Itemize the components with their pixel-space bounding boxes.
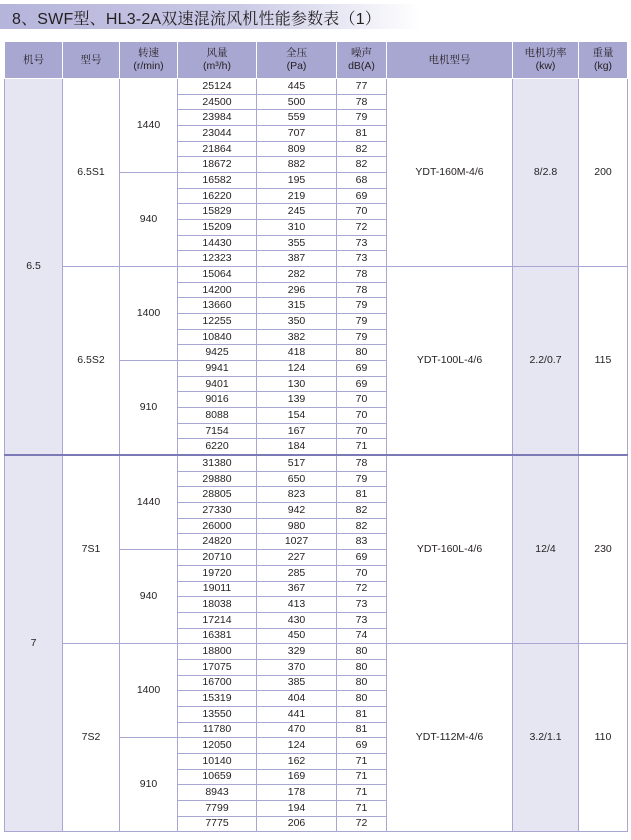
airflow-cell: 31380 (178, 455, 257, 471)
pressure-cell: 559 (257, 110, 337, 126)
power-cell: 3.2/1.1 (513, 644, 579, 832)
noise-cell: 69 (337, 361, 387, 377)
header-speed: 转速 (r/min) (120, 42, 178, 79)
table-row (5, 267, 628, 283)
noise-cell: 71 (337, 800, 387, 816)
table-row (5, 455, 628, 471)
header-type: 型号 (63, 42, 120, 79)
airflow-cell: 12255 (178, 314, 257, 330)
noise-cell: 78 (337, 455, 387, 471)
pressure-cell: 430 (257, 612, 337, 628)
noise-cell: 70 (337, 565, 387, 581)
noise-cell: 73 (337, 251, 387, 267)
pressure-cell: 445 (257, 79, 337, 95)
airflow-cell: 18038 (178, 597, 257, 613)
airflow-cell: 16700 (178, 675, 257, 691)
pressure-cell: 382 (257, 329, 337, 345)
weight-cell: 230 (579, 455, 628, 644)
pressure-cell: 441 (257, 706, 337, 722)
pressure-cell: 184 (257, 439, 337, 455)
airflow-cell: 21864 (178, 141, 257, 157)
airflow-cell: 15064 (178, 267, 257, 283)
pressure-cell: 404 (257, 691, 337, 707)
pressure-cell: 245 (257, 204, 337, 220)
noise-cell: 77 (337, 79, 387, 95)
airflow-cell: 10840 (178, 329, 257, 345)
noise-cell: 81 (337, 487, 387, 503)
noise-cell: 70 (337, 408, 387, 424)
airflow-cell: 13550 (178, 706, 257, 722)
noise-cell: 82 (337, 503, 387, 519)
airflow-cell: 23984 (178, 110, 257, 126)
header-power: 电机功率 (kw) (513, 42, 579, 79)
pressure-cell: 450 (257, 628, 337, 644)
airflow-cell: 18800 (178, 644, 257, 660)
airflow-cell: 16381 (178, 628, 257, 644)
table-body (5, 79, 628, 832)
airflow-cell: 28805 (178, 487, 257, 503)
airflow-cell: 14430 (178, 235, 257, 251)
airflow-cell: 19011 (178, 581, 257, 597)
pressure-cell: 942 (257, 503, 337, 519)
airflow-cell: 26000 (178, 518, 257, 534)
pressure-cell: 823 (257, 487, 337, 503)
pressure-cell: 650 (257, 471, 337, 487)
noise-cell: 80 (337, 659, 387, 675)
pressure-cell: 1027 (257, 534, 337, 550)
noise-cell: 70 (337, 423, 387, 439)
motor-cell: YDT-160L-4/6 (387, 455, 513, 644)
pressure-cell: 418 (257, 345, 337, 361)
pressure-cell: 387 (257, 251, 337, 267)
pressure-cell: 206 (257, 816, 337, 832)
pressure-cell: 329 (257, 644, 337, 660)
pressure-cell: 167 (257, 423, 337, 439)
pressure-cell: 195 (257, 173, 337, 189)
pressure-cell: 367 (257, 581, 337, 597)
airflow-cell: 7799 (178, 800, 257, 816)
speed-cell: 1440 (120, 455, 178, 550)
power-cell: 12/4 (513, 455, 579, 644)
noise-cell: 71 (337, 785, 387, 801)
pressure-cell: 178 (257, 785, 337, 801)
header-airflow: 风量 (m³/h) (178, 42, 257, 79)
pressure-cell: 162 (257, 753, 337, 769)
airflow-cell: 15829 (178, 204, 257, 220)
type-cell: 6.5S2 (63, 267, 120, 456)
noise-cell: 73 (337, 612, 387, 628)
noise-cell: 71 (337, 769, 387, 785)
type-cell: 7S2 (63, 644, 120, 832)
pressure-cell: 882 (257, 157, 337, 173)
motor-cell: YDT-100L-4/6 (387, 267, 513, 456)
airflow-cell: 11780 (178, 722, 257, 738)
header-model-no: 机号 (5, 42, 63, 79)
noise-cell: 82 (337, 141, 387, 157)
airflow-cell: 29880 (178, 471, 257, 487)
speed-cell: 910 (120, 738, 178, 832)
airflow-cell: 16220 (178, 188, 257, 204)
airflow-cell: 17075 (178, 659, 257, 675)
pressure-cell: 139 (257, 392, 337, 408)
pressure-cell: 350 (257, 314, 337, 330)
airflow-cell: 24820 (178, 534, 257, 550)
header-noise: 噪声 dB(A) (337, 42, 387, 79)
title-banner (0, 4, 421, 29)
airflow-cell: 15209 (178, 220, 257, 236)
noise-cell: 79 (337, 314, 387, 330)
airflow-cell: 8088 (178, 408, 257, 424)
airflow-cell: 9016 (178, 392, 257, 408)
pressure-cell: 370 (257, 659, 337, 675)
page-title: 8、SWF型、HL3-2A双速混流风机性能参数表（1） (12, 11, 381, 28)
header-motor: 电机型号 (387, 42, 513, 79)
noise-cell: 82 (337, 518, 387, 534)
noise-cell: 69 (337, 188, 387, 204)
pressure-cell: 130 (257, 376, 337, 392)
airflow-cell: 17214 (178, 612, 257, 628)
weight-cell: 115 (579, 267, 628, 456)
airflow-cell: 10659 (178, 769, 257, 785)
noise-cell: 73 (337, 235, 387, 251)
noise-cell: 81 (337, 706, 387, 722)
pressure-cell: 413 (257, 597, 337, 613)
noise-cell: 79 (337, 110, 387, 126)
airflow-cell: 16582 (178, 173, 257, 189)
noise-cell: 70 (337, 204, 387, 220)
pressure-cell: 227 (257, 550, 337, 566)
model-no-cell: 6.5 (5, 79, 63, 456)
noise-cell: 78 (337, 282, 387, 298)
airflow-cell: 14200 (178, 282, 257, 298)
noise-cell: 78 (337, 267, 387, 283)
noise-cell: 68 (337, 173, 387, 189)
pressure-cell: 169 (257, 769, 337, 785)
airflow-cell: 9425 (178, 345, 257, 361)
airflow-cell: 12323 (178, 251, 257, 267)
airflow-cell: 10140 (178, 753, 257, 769)
pressure-cell: 500 (257, 94, 337, 110)
noise-cell: 79 (337, 298, 387, 314)
pressure-cell: 194 (257, 800, 337, 816)
motor-cell: YDT-160M-4/6 (387, 79, 513, 267)
pressure-cell: 124 (257, 738, 337, 754)
noise-cell: 74 (337, 628, 387, 644)
pressure-cell: 707 (257, 126, 337, 142)
pressure-cell: 809 (257, 141, 337, 157)
speed-cell: 940 (120, 173, 178, 267)
header-weight: 重量 (kg) (579, 42, 628, 79)
airflow-cell: 20710 (178, 550, 257, 566)
airflow-cell: 27330 (178, 503, 257, 519)
noise-cell: 69 (337, 550, 387, 566)
header-row (5, 42, 628, 79)
noise-cell: 80 (337, 345, 387, 361)
type-cell: 7S1 (63, 455, 120, 644)
pressure-cell: 296 (257, 282, 337, 298)
power-cell: 2.2/0.7 (513, 267, 579, 456)
noise-cell: 72 (337, 220, 387, 236)
noise-cell: 80 (337, 644, 387, 660)
header-pressure: 全压 (Pa) (257, 42, 337, 79)
pressure-cell: 470 (257, 722, 337, 738)
table-row (5, 644, 628, 660)
pressure-cell: 124 (257, 361, 337, 377)
noise-cell: 82 (337, 157, 387, 173)
pressure-cell: 219 (257, 188, 337, 204)
weight-cell: 200 (579, 79, 628, 267)
performance-table (4, 41, 628, 832)
speed-cell: 1440 (120, 79, 178, 173)
noise-cell: 79 (337, 329, 387, 345)
type-cell: 6.5S1 (63, 79, 120, 267)
pressure-cell: 285 (257, 565, 337, 581)
speed-cell: 1400 (120, 267, 178, 361)
noise-cell: 80 (337, 675, 387, 691)
speed-cell: 1400 (120, 644, 178, 738)
noise-cell: 72 (337, 581, 387, 597)
airflow-cell: 9401 (178, 376, 257, 392)
pressure-cell: 315 (257, 298, 337, 314)
noise-cell: 72 (337, 816, 387, 832)
noise-cell: 70 (337, 392, 387, 408)
airflow-cell: 25124 (178, 79, 257, 95)
noise-cell: 69 (337, 738, 387, 754)
noise-cell: 83 (337, 534, 387, 550)
noise-cell: 81 (337, 722, 387, 738)
pressure-cell: 154 (257, 408, 337, 424)
airflow-cell: 15319 (178, 691, 257, 707)
noise-cell: 81 (337, 126, 387, 142)
noise-cell: 73 (337, 597, 387, 613)
weight-cell: 110 (579, 644, 628, 832)
motor-cell: YDT-112M-4/6 (387, 644, 513, 832)
noise-cell: 71 (337, 439, 387, 455)
speed-cell: 910 (120, 361, 178, 456)
airflow-cell: 7154 (178, 423, 257, 439)
airflow-cell: 18672 (178, 157, 257, 173)
noise-cell: 80 (337, 691, 387, 707)
pressure-cell: 385 (257, 675, 337, 691)
airflow-cell: 19720 (178, 565, 257, 581)
airflow-cell: 24500 (178, 94, 257, 110)
table-row (5, 79, 628, 95)
noise-cell: 79 (337, 471, 387, 487)
airflow-cell: 8943 (178, 785, 257, 801)
airflow-cell: 23044 (178, 126, 257, 142)
speed-cell: 940 (120, 550, 178, 644)
airflow-cell: 6220 (178, 439, 257, 455)
airflow-cell: 9941 (178, 361, 257, 377)
pressure-cell: 517 (257, 455, 337, 471)
airflow-cell: 7775 (178, 816, 257, 832)
pressure-cell: 355 (257, 235, 337, 251)
pressure-cell: 282 (257, 267, 337, 283)
pressure-cell: 310 (257, 220, 337, 236)
noise-cell: 71 (337, 753, 387, 769)
power-cell: 8/2.8 (513, 79, 579, 267)
airflow-cell: 12050 (178, 738, 257, 754)
model-no-cell: 7 (5, 455, 63, 832)
noise-cell: 69 (337, 376, 387, 392)
pressure-cell: 980 (257, 518, 337, 534)
airflow-cell: 13660 (178, 298, 257, 314)
noise-cell: 78 (337, 94, 387, 110)
